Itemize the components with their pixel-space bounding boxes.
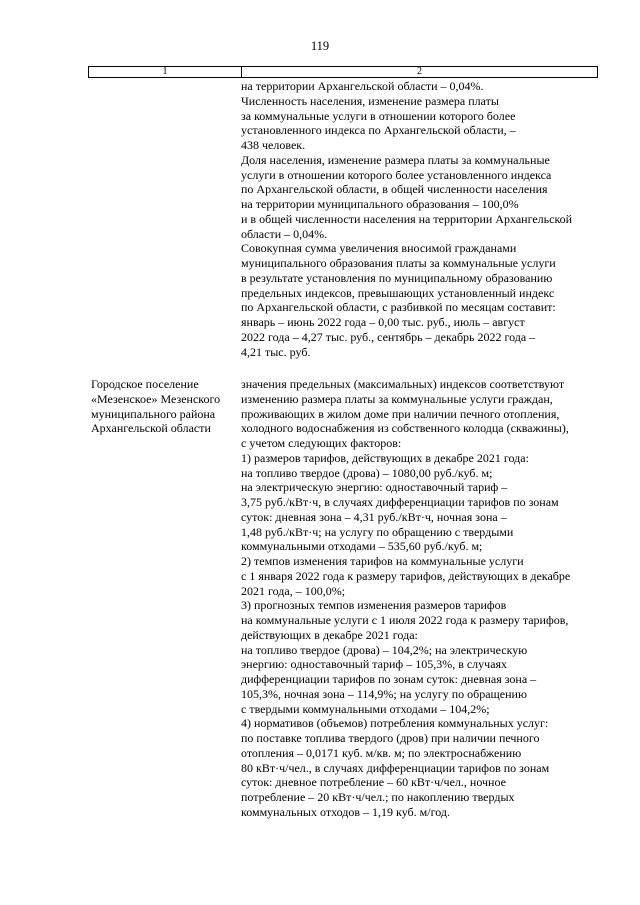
text-line: по Архангельской области, с разбивкой по месяцам составит: <box>241 300 556 315</box>
text-line: 3,75 руб./кВт·ч, в случаях дифференциации тарифов по зонам <box>241 495 559 509</box>
text-line: с 1 января 2022 года к размеру тарифов, действующих в декабре <box>241 568 571 583</box>
text-line: Доля населения, изменение размера платы за коммунальные <box>241 152 550 167</box>
text-line: на топливо твердое (дрова) – 104,2%; на электрическую <box>241 642 528 657</box>
text-line: установленного индекса по Архангельской области, – <box>241 123 516 138</box>
text-line: на территории муниципального образования – 100,0% <box>241 197 519 211</box>
text-line: коммунальными отходами – 535,60 руб./куб. м; <box>241 539 483 554</box>
text-line: 1,48 руб./кВт·ч; на услугу по обращению с твердыми <box>241 524 514 539</box>
text-line: отопления – 0,0171 куб. м/кв. м; по электроснабжению <box>241 745 522 760</box>
text-line: 105,3%, ночная зона – 114,9%; на услугу по обращению <box>241 686 527 701</box>
text-line: 4) нормативов (объемов) потребления коммунальных услуг: <box>241 716 549 731</box>
text-line: области – 0,04%. <box>241 226 328 241</box>
continuation-text-block <box>241 79 572 359</box>
text-line: 2021 года, – 100,0%; <box>241 583 346 598</box>
text-line: услуги в отношении которого более установленного индекса <box>241 167 552 182</box>
text-line: Совокупная сумма увеличения вносимой гражданами <box>241 241 517 256</box>
municipality-line: Городское поселение <box>91 377 199 391</box>
text-line: муниципального образования платы за коммунальные услуги <box>241 256 556 270</box>
text-line: суток: дневное потребление – 60 кВт·ч/чел., ночное <box>241 775 506 790</box>
text-line: значения предельных (максимальных) индексов соответствуют <box>241 377 565 391</box>
text-line: дифференциации тарифов по зонам суток: дневная зона – <box>241 672 537 686</box>
text-line: изменению размера платы за коммунальные услуги граждан, <box>241 391 553 406</box>
text-line: по поставке топлива твердого (дров) при наличии печного <box>241 731 540 745</box>
text-line: 4,21 тыс. руб. <box>241 344 311 359</box>
text-line: 1) размеров тарифов, действующих в декабре 2021 года: <box>241 450 529 465</box>
text-line: потребление – 20 кВт·ч/чел.; по накоплению твердых <box>241 790 515 804</box>
municipality-line: Архангельской области <box>91 421 211 436</box>
text-line: на территории Архангельской области – 0,04%. <box>241 79 484 93</box>
text-line: январь – июнь 2022 года – 0,00 тыс. руб., июль – август <box>241 315 525 329</box>
text-line: на топливо твердое (дрова) – 1080,00 руб./куб. м; <box>241 465 493 480</box>
text-line: 2) темпов изменения тарифов на коммунальные услуги <box>241 554 524 568</box>
text-line: проживающих в жилом доме при наличии печного отопления, <box>241 406 560 421</box>
page-number: 119 <box>310 39 330 53</box>
text-line: 438 человек. <box>241 138 306 152</box>
text-line: 3) прогнозных темпов изменения размеров тарифов <box>241 598 507 613</box>
municipality-line: «Мезенское» Мезенского <box>91 391 221 406</box>
text-line: суток: дневная зона – 4,31 руб./кВт·ч, ночная зона – <box>241 509 507 524</box>
municipality-name <box>91 377 220 436</box>
text-line: с твердыми коммунальными отходами – 104,2%; <box>241 701 490 716</box>
text-line: коммунальных отходов – 1,19 куб. м/год. <box>241 804 450 819</box>
municipality-line: муниципального района <box>91 406 216 421</box>
table-header-col-1: 1 <box>89 67 242 77</box>
table-header-row <box>88 66 598 78</box>
text-line: по Архангельской области, в общей численности населения <box>241 182 548 197</box>
table-header-col-2: 2 <box>417 66 422 77</box>
text-line: 80 кВт·ч/чел., в случаях дифференциации тарифов по зонам <box>241 760 550 775</box>
text-line: предельных индексов, превышающих установленный индекс <box>241 285 555 300</box>
text-line: за коммунальные услуги в отношении которого более <box>241 108 516 123</box>
text-line: энергию: одноставочный тариф – 105,3%, в случаях <box>241 657 508 672</box>
text-line: на коммунальные услуги с 1 июля 2022 года к размеру тарифов, <box>241 613 569 627</box>
text-line: с учетом следующих факторов: <box>241 436 402 450</box>
text-line: холодного водоснабжения из собственного колодца (скважины), <box>241 421 569 436</box>
text-line: и в общей численности населения на территории Архангельской <box>241 211 573 226</box>
index-description-block <box>241 377 570 820</box>
text-line: 2022 года – 4,27 тыс. руб., сентябрь – декабрь 2022 года – <box>241 329 536 344</box>
text-line: действующих в декабре 2021 года: <box>241 627 418 642</box>
text-line: на электрическую энергию: одноставочный тариф – <box>241 480 508 495</box>
text-line: Численность населения, изменение размера платы <box>241 93 499 108</box>
text-line: в результате установления по муниципальному образованию <box>241 270 553 285</box>
